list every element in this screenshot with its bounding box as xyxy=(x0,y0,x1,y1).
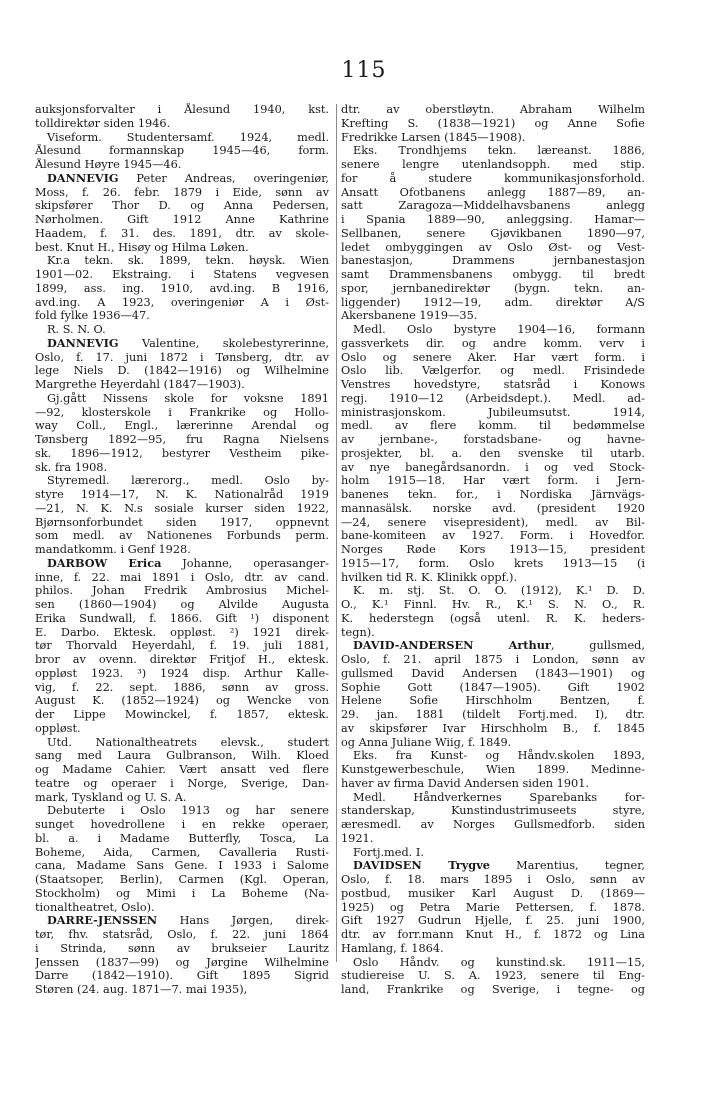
text-line xyxy=(341,873,645,887)
text-line xyxy=(35,103,329,117)
line-text: Viseform. Studentersamf. 1924, medl. xyxy=(47,130,329,144)
text-line xyxy=(35,351,329,365)
line-text: (Staatsoper, Berlin), Carmen (Kgl. Operan, xyxy=(35,873,329,886)
line-text: E. Darbo. Ektesk. oppløst. ²) 1921 direk- xyxy=(35,625,329,639)
text-line xyxy=(341,763,645,777)
left-column xyxy=(35,103,329,997)
line-text: R. S. N. O. xyxy=(47,323,106,336)
text-line xyxy=(35,213,329,227)
text-line xyxy=(341,846,645,860)
line-text: gassverkets dir. og andre komm. verv i xyxy=(341,336,645,350)
text-line xyxy=(341,667,645,681)
text-line xyxy=(35,529,329,543)
text-line xyxy=(341,832,645,846)
text-line xyxy=(35,447,329,461)
text-line xyxy=(35,488,329,502)
line-text: Gift 1927 Gudrun Hjelle, f. 25. juni 1900, xyxy=(341,914,645,928)
line-text: O., K.¹ Finnl. Hv. R., K.¹ S. N. O., R. xyxy=(341,598,645,611)
line-text: Johanne, operasanger- xyxy=(161,556,329,570)
line-text: styre 1914—17, N. K. Nationalråd 1919 xyxy=(35,488,329,501)
text-line xyxy=(341,901,645,915)
line-text: best. Knut H., Hisøy og Hilma Løken. xyxy=(35,240,249,254)
line-text: regj. 1910—12 (Arbeidsdept.). Medl. ad- xyxy=(341,391,645,405)
text-line xyxy=(341,777,645,791)
text-line xyxy=(35,131,329,145)
line-text: 1921. xyxy=(341,831,374,845)
line-text: Debuterte i Oslo 1913 og har senere xyxy=(47,804,329,818)
line-text: dtr. av forr.mann Knut H., f. 1872 og Lina xyxy=(341,928,645,941)
line-text: liggender) 1912—19, adm. direktør A/S xyxy=(341,295,645,309)
line-text: tionaltheatret, Oslo). xyxy=(35,900,155,914)
line-text: —92, klosterskole i Frankrike og Hollo- xyxy=(35,405,329,419)
text-line xyxy=(35,612,329,626)
text-line xyxy=(341,887,645,901)
line-text: Ålesund Høyre 1945—46. xyxy=(35,158,182,171)
text-line xyxy=(341,282,645,296)
text-line xyxy=(341,158,645,172)
text-line xyxy=(35,543,329,557)
line-text: Hans Jørgen, direk- xyxy=(157,914,329,928)
line-text: mannasälsk. norske avd. (president 1920 xyxy=(341,501,645,515)
line-text: 29. jan. 1881 (tildelt Fortj.med. I), dtr. xyxy=(341,708,645,721)
line-text: Gj.gått Nissens skole for voksne 1891 xyxy=(47,391,329,405)
text-line xyxy=(35,846,329,860)
line-text: skipsfører Thor D. og Anna Pedersen, xyxy=(35,199,329,213)
line-text: og Anna Juliane Wiig, f. 1849. xyxy=(341,735,512,749)
line-text: tolldirektør siden 1946. xyxy=(35,116,171,130)
text-line xyxy=(341,323,645,337)
line-text: —21, N. K. N.s sosiale kurser siden 1922, xyxy=(35,501,329,515)
text-line xyxy=(341,213,645,227)
text-line xyxy=(341,488,645,502)
line-text: Fortj.med. I. xyxy=(353,845,424,859)
text-line xyxy=(35,983,329,997)
text-line xyxy=(341,144,645,158)
line-text: standerskap, Kunstindustrimuseets styre, xyxy=(341,804,645,818)
line-text: av skipsfører Ivar Hirschholm B., f. 1845 xyxy=(341,721,645,735)
text-line xyxy=(341,337,645,351)
line-text: tegn). xyxy=(341,625,375,639)
line-text: spor, jernbanedirektør (bygn. tekn. an- xyxy=(341,281,645,295)
text-line xyxy=(341,268,645,282)
line-text: studiereise U. S. A. 1923, senere til Eng- xyxy=(341,969,645,983)
text-line xyxy=(35,708,329,722)
line-text: mandatkomm. i Genf 1928. xyxy=(35,543,191,556)
line-text: sk. 1896—1912, bestyrer Vestheim pike- xyxy=(35,446,329,460)
line-text: philos. Johan Fredrik Ambrosius Michel- xyxy=(35,584,329,598)
line-text: Eks. Trondhjems tekn. læreanst. 1886, xyxy=(353,144,645,158)
text-line xyxy=(341,584,645,598)
line-text: —24, senere visepresident), medl. av Bil- xyxy=(341,515,645,529)
line-text: bane-komiteen av 1927. Form. i Hovedfor. xyxy=(341,529,645,543)
line-text: dtr. av oberstløytn. Abraham Wilhelm xyxy=(341,103,645,116)
text-line xyxy=(341,516,645,530)
line-text: vig, f. 22. sept. 1886, sønn av gross. xyxy=(35,680,329,694)
text-line xyxy=(35,653,329,667)
text-line xyxy=(35,461,329,475)
text-line xyxy=(35,337,329,351)
line-text: satt Zaragoza—Middelhavsbanens anlegg xyxy=(341,199,645,213)
text-line xyxy=(35,364,329,378)
line-text: 1915—17, form. Oslo krets 1913—15 (i xyxy=(341,556,645,570)
text-line xyxy=(35,378,329,392)
text-line xyxy=(35,873,329,887)
text-line xyxy=(35,172,329,186)
text-line xyxy=(341,172,645,186)
text-line xyxy=(341,364,645,378)
text-line xyxy=(35,323,329,337)
text-line xyxy=(341,296,645,310)
text-line xyxy=(341,859,645,873)
line-text: ledet ombyggingen av Oslo Øst- og Vest- xyxy=(341,240,645,254)
text-line xyxy=(341,749,645,763)
line-text: , gullsmed, xyxy=(550,639,645,653)
line-text: Krefting S. (1838—1921) og Anne Sofie xyxy=(341,116,645,130)
text-line xyxy=(341,529,645,543)
line-text: Peter Andreas, overingeniør, xyxy=(118,171,329,185)
text-line xyxy=(341,694,645,708)
text-line xyxy=(35,502,329,516)
line-text: Akersbanene 1919—35. xyxy=(341,309,478,323)
line-text: sk. fra 1908. xyxy=(35,460,108,474)
text-line xyxy=(341,309,645,323)
text-line xyxy=(35,804,329,818)
line-text: avd.ing. A 1923, overingeniør A i Øst- xyxy=(35,295,329,309)
text-line xyxy=(35,282,329,296)
text-line xyxy=(341,543,645,557)
text-line xyxy=(341,914,645,928)
text-line xyxy=(35,199,329,213)
text-line xyxy=(341,942,645,956)
line-text: sunget hovedrollene i en rekke operaer, xyxy=(35,818,329,831)
line-text: æresmedl. av Norges Gullsmedforb. siden xyxy=(341,818,645,831)
text-line xyxy=(35,254,329,268)
text-line xyxy=(341,708,645,722)
text-line xyxy=(35,914,329,928)
text-line xyxy=(341,103,645,117)
text-line xyxy=(35,667,329,681)
text-line xyxy=(35,791,329,805)
text-line xyxy=(35,832,329,846)
text-line xyxy=(35,227,329,241)
text-line xyxy=(341,626,645,640)
line-text: Støren (24. aug. 1871—7. mai 1935), xyxy=(35,983,248,996)
line-text: K. hederstegn (også utenl. R. K. heders- xyxy=(341,611,645,625)
line-text: Venstres hovedstyre, statsråd i Konows xyxy=(341,378,645,391)
text-line xyxy=(341,419,645,433)
line-text: Medl. Håndverkernes Sparebanks for- xyxy=(353,790,645,804)
line-text: Erika Sundwall, f. 1866. Gift ¹) disponent xyxy=(35,611,329,625)
text-line xyxy=(341,804,645,818)
line-text: prosjekter, bl. a. den svenske til utarb. xyxy=(341,446,645,460)
text-line xyxy=(341,502,645,516)
line-text: oppløst 1923. ³) 1924 disp. Arthur Kalle- xyxy=(35,666,329,680)
line-text: Helene Sofie Hirschholm Bentzen, f. xyxy=(341,694,645,708)
text-line xyxy=(341,818,645,832)
text-line xyxy=(341,474,645,488)
line-text: Oslo, f. 21. april 1875 i London, sønn av xyxy=(341,653,645,666)
text-line xyxy=(35,268,329,282)
text-line xyxy=(35,956,329,970)
text-line xyxy=(341,612,645,626)
line-text: Norges Røde Kors 1913—15, president xyxy=(341,543,645,556)
line-text: Valentine, skolebestyrerinne, xyxy=(118,336,329,350)
entry-headword: DAVID-ANDERSEN Arthur xyxy=(353,639,551,653)
line-text: gullsmed David Andersen (1843—1901) og xyxy=(341,666,645,680)
text-line xyxy=(35,818,329,832)
line-text: Oslo og senere Aker. Har vært form. i xyxy=(341,350,645,364)
text-line xyxy=(341,791,645,805)
text-line xyxy=(35,419,329,433)
line-text: 1899, ass. ing. 1910, avd.ing. B 1916, xyxy=(35,281,329,295)
line-text: ministrasjonskom. Jubileumsutst. 1914, xyxy=(341,405,645,419)
line-text: land, Frankrike og Sverige, i tegne- og xyxy=(341,983,645,996)
text-line xyxy=(341,969,645,983)
line-text: postbud, musiker Karl August D. (1869— xyxy=(341,886,645,900)
line-text: Ålesund formannskap 1945—46, form. xyxy=(35,144,329,158)
line-text: for å studere kommunikasjonsforhold. xyxy=(341,171,645,185)
line-text: August K. (1852—1924) og Wencke von xyxy=(35,694,329,708)
line-text: auksjonsforvalter i Ålesund 1940, kst. xyxy=(35,103,329,116)
line-text: 1901—02. Ekstraing. i Statens vegvesen xyxy=(35,268,329,281)
text-line xyxy=(35,117,329,131)
line-text: haver av firma David Andersen siden 1901. xyxy=(341,776,589,790)
line-text: Kr.a tekn. sk. 1899, tekn. høysk. Wien xyxy=(47,254,329,268)
entry-headword: DANNEVIG xyxy=(47,336,119,350)
entry-headword: DANNEVIG xyxy=(47,171,119,185)
line-text: Jenssen (1837—99) og Jørgine Wilhelmine xyxy=(35,955,329,969)
text-line xyxy=(35,763,329,777)
line-text: mark, Tyskland og U. S. A. xyxy=(35,790,187,804)
line-text: av jernbane-, forstadsbane- og havne- xyxy=(341,433,645,446)
line-text: cana, Madame Sans Gene. I 1933 i Salome xyxy=(35,859,329,873)
text-line xyxy=(341,351,645,365)
line-text: 1925) og Petra Marie Pettersen, f. 1878. xyxy=(341,900,645,914)
line-text: Stockholm) og Mimi i La Boheme (Na- xyxy=(35,886,329,900)
text-line xyxy=(341,557,645,571)
line-text: Utd. Nationaltheatrets elevsk., studert xyxy=(47,735,329,749)
text-line xyxy=(35,406,329,420)
line-text: fold fylke 1936—47. xyxy=(35,309,150,323)
line-text: i Spania 1889—90, anleggsing. Hamar— xyxy=(341,213,645,226)
line-text: sang med Laura Gulbranson, Wilh. Kloed xyxy=(35,749,329,763)
line-text: Eks. fra Kunst- og Håndv.skolen 1893, xyxy=(353,749,645,763)
text-line xyxy=(341,186,645,200)
text-line xyxy=(35,158,329,172)
text-line xyxy=(341,736,645,750)
text-line xyxy=(341,406,645,420)
line-text: Styremedl. lærerorg., medl. Oslo by- xyxy=(47,474,329,488)
text-line xyxy=(35,309,329,323)
text-line xyxy=(35,681,329,695)
text-line xyxy=(35,626,329,640)
text-line xyxy=(35,859,329,873)
line-text: Haadem, f. 31. des. 1891, dtr. av skole- xyxy=(35,226,329,240)
text-line xyxy=(35,887,329,901)
line-text: Ansatt Ofotbanens anlegg 1887—89, an- xyxy=(341,185,645,199)
line-text: der Lippe Mowinckel, f. 1857, ektesk. xyxy=(35,708,329,721)
text-line xyxy=(341,571,645,585)
text-line xyxy=(341,378,645,392)
text-line xyxy=(35,557,329,571)
text-line xyxy=(35,722,329,736)
line-text: Darre (1842—1910). Gift 1895 Sigrid xyxy=(35,969,329,983)
text-line xyxy=(341,227,645,241)
line-text: Oslo, f. 17. juni 1872 i Tønsberg, dtr. av xyxy=(35,350,329,364)
text-line xyxy=(35,241,329,255)
line-text: Sophie Gott (1847—1905). Gift 1902 xyxy=(341,680,645,694)
line-text: Oslo Håndv. og kunstind.sk. 1911—15, xyxy=(353,955,645,969)
text-line xyxy=(35,186,329,200)
text-line xyxy=(35,942,329,956)
text-line xyxy=(35,296,329,310)
entry-headword: DAVIDSEN Trygve xyxy=(353,859,490,873)
line-text: bror av ovenn. direktør Fritjof H., ektesk. xyxy=(35,653,329,666)
entry-headword: DARBOW Erica xyxy=(47,556,162,570)
text-line xyxy=(35,901,329,915)
text-line xyxy=(35,928,329,942)
text-line xyxy=(35,433,329,447)
text-line xyxy=(341,131,645,145)
line-text: og Madame Cahier. Vært ansatt ved flere xyxy=(35,763,329,776)
line-text: Nørholmen. Gift 1912 Anne Kathrine xyxy=(35,213,329,226)
text-line xyxy=(341,117,645,131)
text-line xyxy=(35,571,329,585)
line-text: K. m. stj. St. O. O. (1912), K.¹ D. D. xyxy=(353,584,645,598)
line-text: oppløst. xyxy=(35,721,81,735)
column-divider xyxy=(336,104,337,962)
text-line xyxy=(341,956,645,970)
text-line xyxy=(341,461,645,475)
line-text: hvilken tid R. K. Klinikk oppf.). xyxy=(341,570,518,584)
text-line xyxy=(341,928,645,942)
line-text: lege Niels D. (1842—1916) og Wilhelmine xyxy=(35,364,329,378)
text-line xyxy=(341,681,645,695)
text-line xyxy=(35,392,329,406)
line-text: teatre og operaer i Norge, Sverige, Dan- xyxy=(35,776,329,790)
line-text: Margrethe Heyerdahl (1847—1903). xyxy=(35,378,245,391)
line-text: Kunstgewerbeschule, Wien 1899. Medinne- xyxy=(341,763,645,776)
line-text: Bjørnsonforbundet siden 1917, oppnevnt xyxy=(35,515,329,529)
line-text: bl. a. i Madame Butterfly, Tosca, La xyxy=(35,831,329,845)
line-text: Oslo lib. Vælgerfor. og medl. Frisindede xyxy=(341,364,645,378)
line-text: tør, fhv. statsråd, Oslo, f. 22. juni 1864 xyxy=(35,928,329,941)
text-line xyxy=(35,516,329,530)
text-line xyxy=(341,433,645,447)
text-line xyxy=(35,749,329,763)
text-line xyxy=(341,722,645,736)
text-line xyxy=(35,474,329,488)
line-text: Medl. Oslo bystyre 1904—16, formann xyxy=(353,323,645,336)
line-text: way Coll., Engl., lærerinne Arendal og xyxy=(35,419,329,433)
text-line xyxy=(35,969,329,983)
line-text: holm 1915—18. Har vært form. i Jern- xyxy=(341,474,645,488)
line-text: senere lengre utenlandsopph. med stip. xyxy=(341,158,645,171)
line-text: banestasjon, Drammens jernbanestasjon xyxy=(341,254,645,268)
text-line xyxy=(35,584,329,598)
text-line xyxy=(35,598,329,612)
text-line xyxy=(341,392,645,406)
line-text: Boheme, Aida, Carmen, Cavalleria Rusti- xyxy=(35,845,329,859)
line-text: tør Thorvald Heyerdahl, f. 19. juli 1881, xyxy=(35,639,329,653)
text-line xyxy=(341,241,645,255)
right-column xyxy=(341,103,645,997)
line-text: Oslo, f. 18. mars 1895 i Oslo, sønn av xyxy=(341,873,645,886)
text-line xyxy=(341,639,645,653)
line-text: Hamlang, f. 1864. xyxy=(341,941,444,955)
text-line xyxy=(341,598,645,612)
text-line xyxy=(35,736,329,750)
line-text: medl. av flere komm. til bedømmelse xyxy=(341,419,645,433)
line-text: Moss, f. 26. febr. 1879 i Eide, sønn av xyxy=(35,185,329,199)
line-text: Sellbanen, senere Gjøvikbanen 1890—97, xyxy=(341,226,645,240)
text-line xyxy=(341,983,645,997)
line-text: inne, f. 22. mai 1891 i Oslo, dtr. av cand. xyxy=(35,570,329,584)
text-line xyxy=(35,694,329,708)
page-number: 115 xyxy=(341,58,387,83)
text-line xyxy=(35,639,329,653)
line-text: Fredrikke Larsen (1845—1908). xyxy=(341,130,526,144)
line-text: samt Drammensbanens ombygg. til bredt xyxy=(341,268,645,281)
entry-headword: DARRE-JENSSEN xyxy=(47,914,158,928)
line-text: sen (1860—1904) og Alvilde Augusta xyxy=(35,598,329,611)
text-line xyxy=(341,199,645,213)
text-line xyxy=(341,653,645,667)
text-line xyxy=(35,144,329,158)
text-line xyxy=(341,447,645,461)
line-text: av nye banegårdsanordn. i og ved Stock- xyxy=(341,460,645,474)
text-line xyxy=(341,254,645,268)
line-text: Tønsberg 1892—95, fru Ragna Nielsens xyxy=(35,433,329,446)
line-text: som medl. av Nationenes Forbunds perm. xyxy=(35,529,329,543)
text-line xyxy=(35,777,329,791)
line-text: banenes tekn. for., i Nordiska Järnvägs- xyxy=(341,488,645,501)
line-text: Marentius, tegner, xyxy=(489,859,645,873)
line-text: i Strinda, sønn av brukseier Lauritz xyxy=(35,941,329,955)
